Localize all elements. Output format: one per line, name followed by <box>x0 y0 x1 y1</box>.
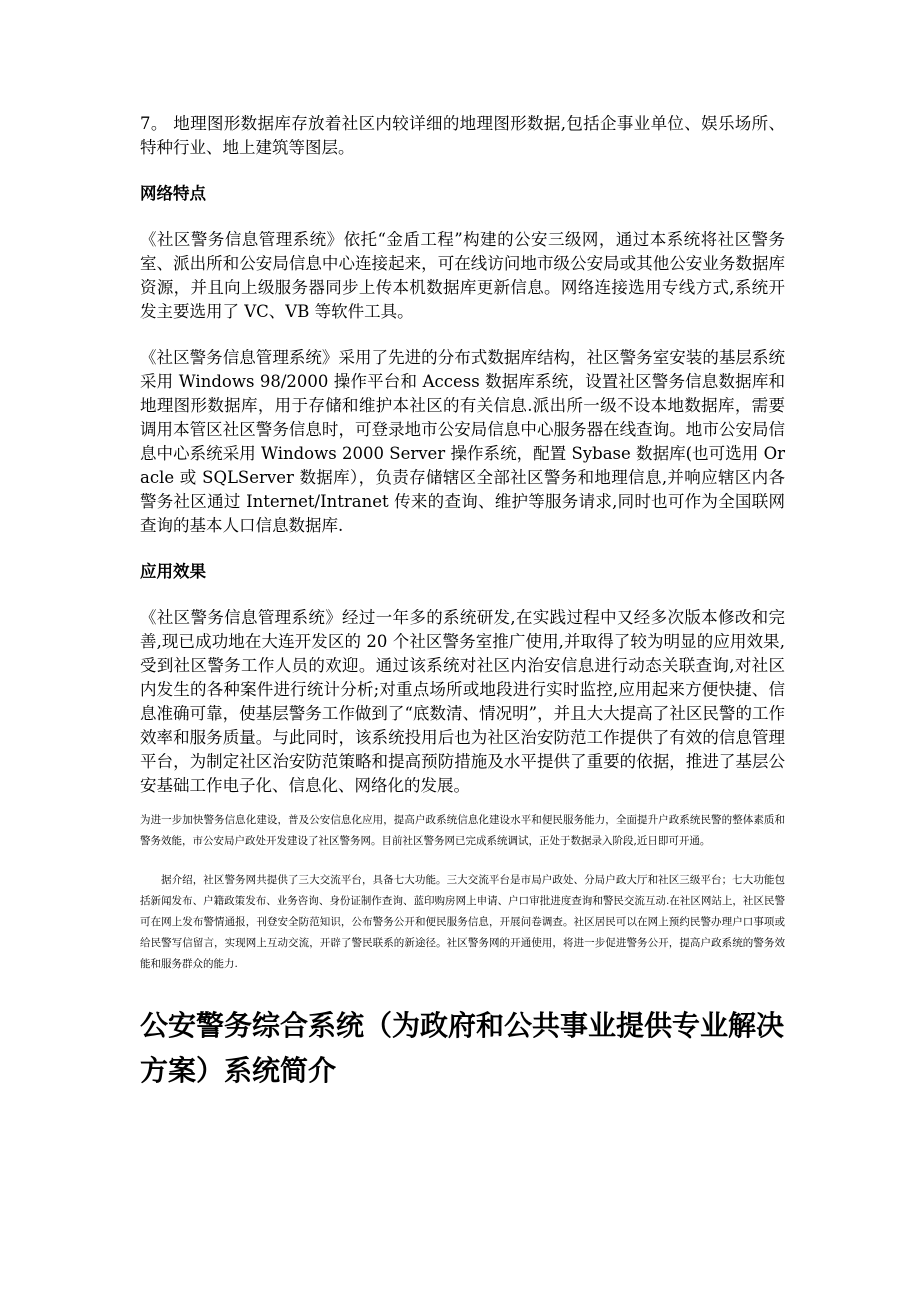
paragraph-network-1: 《社区警务信息管理系统》依托“金盾工程”构建的公安三级网，通过本系统将社区警务室、派出所和公安局信息中心连接起来，可在线访问地市级公安局或其他公安业务数据库资源，并且向上级服务器同步上传本机数据库更新信息。网络连接选用专线方式,系统开发主要选用了 VC、VB 等软件工具。 <box>140 230 785 321</box>
paragraph-small-2: 据介绍，社区警务网共提供了三大交流平台，具备七大功能。三大交流平台是市局户政处、分局户政大厅和社区三级平台；七大功能包括新闻发布、户籍政策发布、业务咨询、身份证制作查询、蓝印购房网上申请、户口审批进度查询和警民交流互动.在社区网站上，社区民警可在网上发布警情通报，刊登安全防范知识，公布警务公开和便民服务信息，开展问卷调查。社区居民可以在网上预约民警办理户口事项或给民警写信留言，实现网上互动交流，开辟了警民联系的新途径。社区警务网的开通使用，将进一步促进警务公开，提高户政系统的警务效能和服务群众的能力. <box>140 874 785 970</box>
section-heading-effect: 应用效果 <box>140 562 206 581</box>
page-title: 公安警务综合系统（为政府和公共事业提供专业解决方案）系统简介 <box>140 1009 785 1087</box>
paragraph-network-2: 《社区警务信息管理系统》采用了先进的分布式数据库结构，社区警务室安装的基层系统采用 Windows 98/2000 操作平台和 Access 数据库系统，设置社区警务信息数据库和地理图形数据库，用于存储和维护本社区的有关信息.派出所一级不设本地数据库，需要调用本管区社区警务信息时，可登录地市公安局信息中心服务器在线查询。地市公安局信息中心系统采用 Windows 2000 Server 操作系统，配置 Sybase 数据库(也可选用 Oracle 或 SQLServer 数据库），负责存储辖区全部社区警务和地理信息,并响应辖区内各警务社区通过 Internet/Intranet 传来的查询、维护等服务请求,同时也可作为全国联网查询的基本人口信息数据库. <box>140 348 785 535</box>
paragraph-effect-1: 《社区警务信息管理系统》经过一年多的系统研发,在实践过程中又经多次版本修改和完善,现已成功地在大连开发区的 20 个社区警务室推广使用,并取得了较为明显的应用效果,受到社区警务工作人员的欢迎。通过该系统对社区内治安信息进行动态关联查询,对社区内发生的各种案件进行统计分析;对重点场所或地段进行实时监控,应用起来方便快捷、信息准确可靠，使基层警务工作做到了“底数清、情况明”，并且大大提高了社区民警的工作效率和服务质量。与此同时，该系统投用后也为社区治安防范工作提供了有效的信息管理平台，为制定社区治安防范策略和提高预防措施及水平提供了重要的依据，推进了基层公安基础工作电子化、信息化、网络化的发展。 <box>140 608 785 795</box>
paragraph-small-1: 为进一步加快警务信息化建设，普及公安信息化应用，提高户政系统信息化建设水平和便民服务能力，全面提升户政系统民警的整体素质和警务效能，市公安局户政处开发建设了社区警务网。目前社区警务网已完成系统调试，正处于数据录入阶段,近日即可开通。 <box>140 814 785 847</box>
document-page <box>140 112 785 1093</box>
list-item-7: 7。 地理图形数据库存放着社区内较详细的地理图形数据,包括企事业单位、娱乐场所、特种行业、地上建筑等图层。 <box>140 114 785 157</box>
section-heading-network: 网络特点 <box>140 184 206 203</box>
